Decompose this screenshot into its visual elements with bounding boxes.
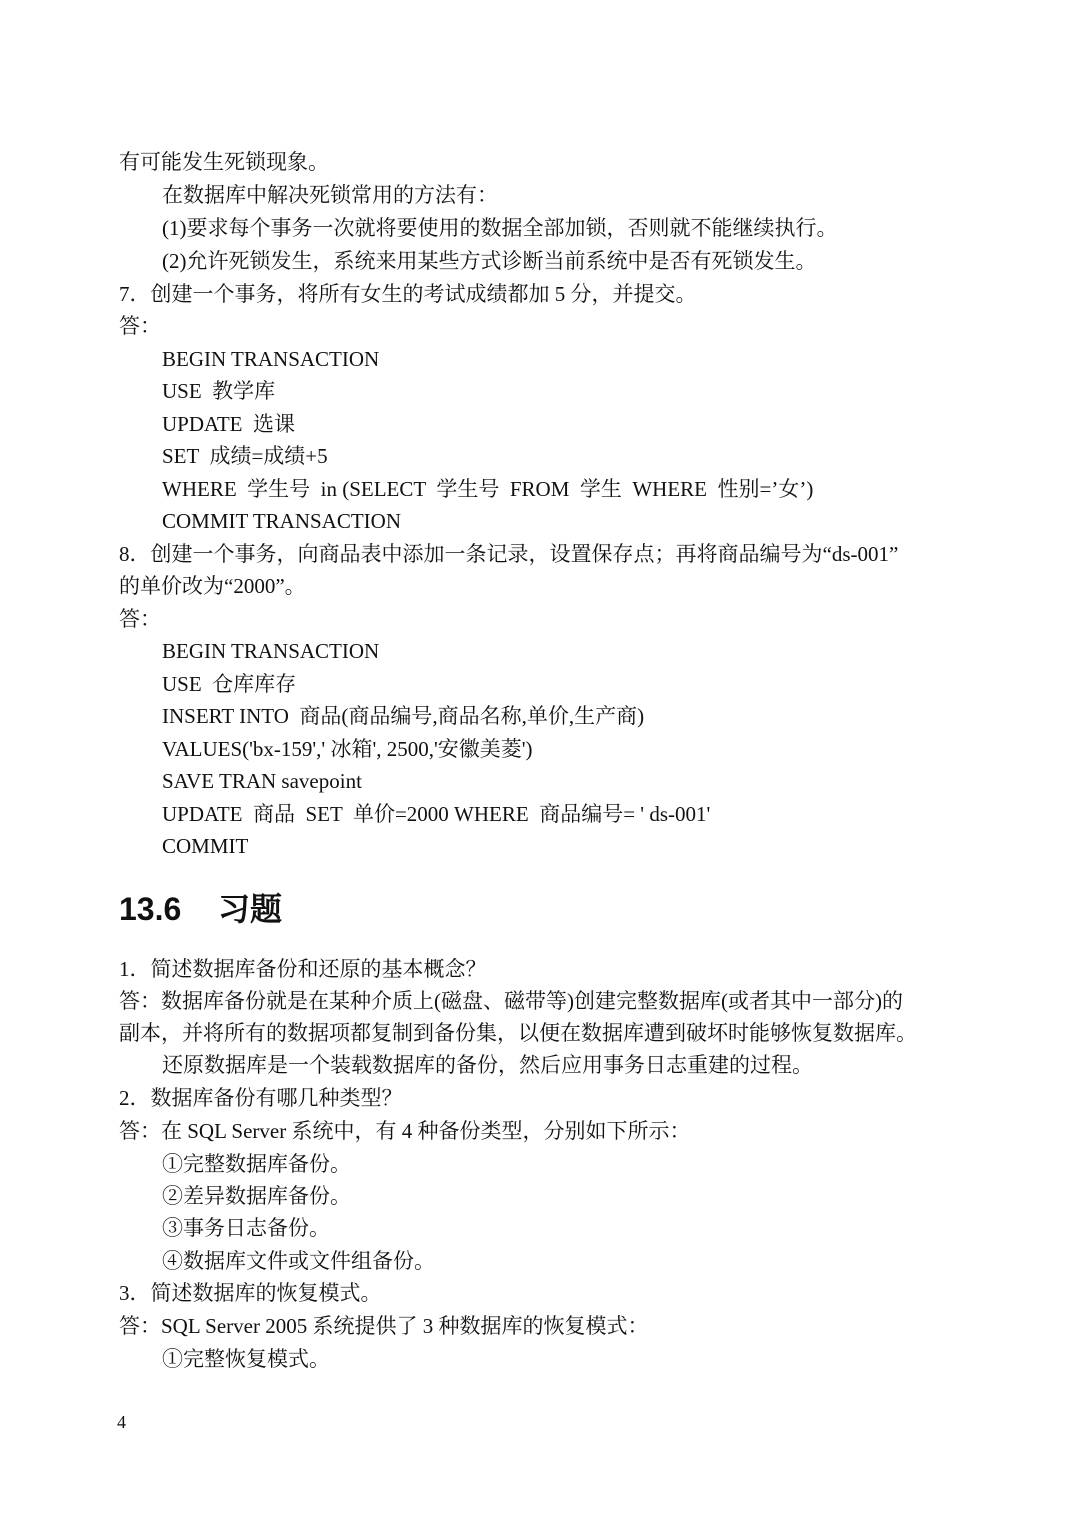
exercise-answer: 副本，并将所有的数据项都复制到备份集，以便在数据库遭到破坏时能够恢复数据库。 bbox=[119, 1021, 917, 1045]
code-line: UPDATE 商品 SET 单价=2000 WHERE 商品编号= ' ds-001' bbox=[162, 802, 711, 826]
exercise-question: 3．简述数据库的恢复模式。 bbox=[119, 1281, 382, 1305]
list-item: (2)允许死锁发生，系统来用某些方式诊断当前系统中是否有死锁发生。 bbox=[162, 249, 817, 273]
question-7: 7．创建一个事务，将所有女生的考试成绩都加 5 分，并提交。 bbox=[119, 282, 697, 306]
code-line: UPDATE 选课 bbox=[162, 412, 296, 436]
code-line: BEGIN TRANSACTION bbox=[162, 347, 380, 371]
list-item: ②差异数据库备份。 bbox=[162, 1184, 351, 1208]
exercise-question: 1．简述数据库备份和还原的基本概念？ bbox=[119, 957, 487, 981]
paragraph-text: 有可能发生死锁现象。 bbox=[119, 150, 329, 174]
question-8-cont: 的单价改为“2000”。 bbox=[119, 574, 306, 598]
paragraph-text: 在数据库中解决死锁常用的方法有： bbox=[162, 183, 498, 207]
code-line: USE 仓库库存 bbox=[162, 672, 297, 696]
list-item: ①完整数据库备份。 bbox=[162, 1152, 351, 1176]
code-line: INSERT INTO 商品(商品编号,商品名称,单价,生产商) bbox=[162, 704, 645, 728]
code-line: BEGIN TRANSACTION bbox=[162, 639, 380, 663]
page-number: 4 bbox=[117, 1412, 126, 1432]
exercise-question: 2．数据库备份有哪几种类型？ bbox=[119, 1086, 403, 1110]
exercise-answer: 还原数据库是一个装载数据库的备份，然后应用事务日志重建的过程。 bbox=[162, 1053, 813, 1077]
answer-label: 答： bbox=[119, 607, 161, 631]
section-number: 13.6 bbox=[119, 891, 182, 927]
code-line: WHERE 学生号 in (SELECT 学生号 FROM 学生 WHERE 性别=’女’) bbox=[162, 477, 814, 501]
list-item: ④数据库文件或文件组备份。 bbox=[162, 1249, 435, 1273]
code-line: SET 成绩=成绩+5 bbox=[162, 444, 328, 468]
list-item: ①完整恢复模式。 bbox=[162, 1347, 330, 1371]
exercise-answer: 答：SQL Server 2005 系统提供了 3 种数据库的恢复模式： bbox=[119, 1314, 649, 1338]
question-8: 8．创建一个事务，向商品表中添加一条记录，设置保存点；再将商品编号为“ds-001” bbox=[119, 542, 899, 566]
code-line: USE 教学库 bbox=[162, 379, 276, 403]
answer-label: 答： bbox=[119, 314, 161, 338]
list-item: ③事务日志备份。 bbox=[162, 1216, 330, 1240]
code-line: VALUES('bx-159',' 冰箱', 2500,'安徽美菱') bbox=[162, 737, 533, 761]
code-line: SAVE TRAN savepoint bbox=[162, 769, 362, 793]
code-line: COMMIT bbox=[162, 834, 249, 858]
code-line: COMMIT TRANSACTION bbox=[162, 509, 401, 533]
list-item: (1)要求每个事务一次就将要使用的数据全部加锁，否则就不能继续执行。 bbox=[162, 216, 838, 240]
exercise-answer: 答：数据库备份就是在某种介质上(磁盘、磁带等)创建完整数据库(或者其中一部分)的 bbox=[119, 989, 903, 1013]
section-heading bbox=[119, 889, 282, 929]
exercise-answer: 答：在 SQL Server 系统中，有 4 种备份类型，分别如下所示： bbox=[119, 1119, 691, 1143]
section-title: 习题 bbox=[218, 891, 283, 927]
